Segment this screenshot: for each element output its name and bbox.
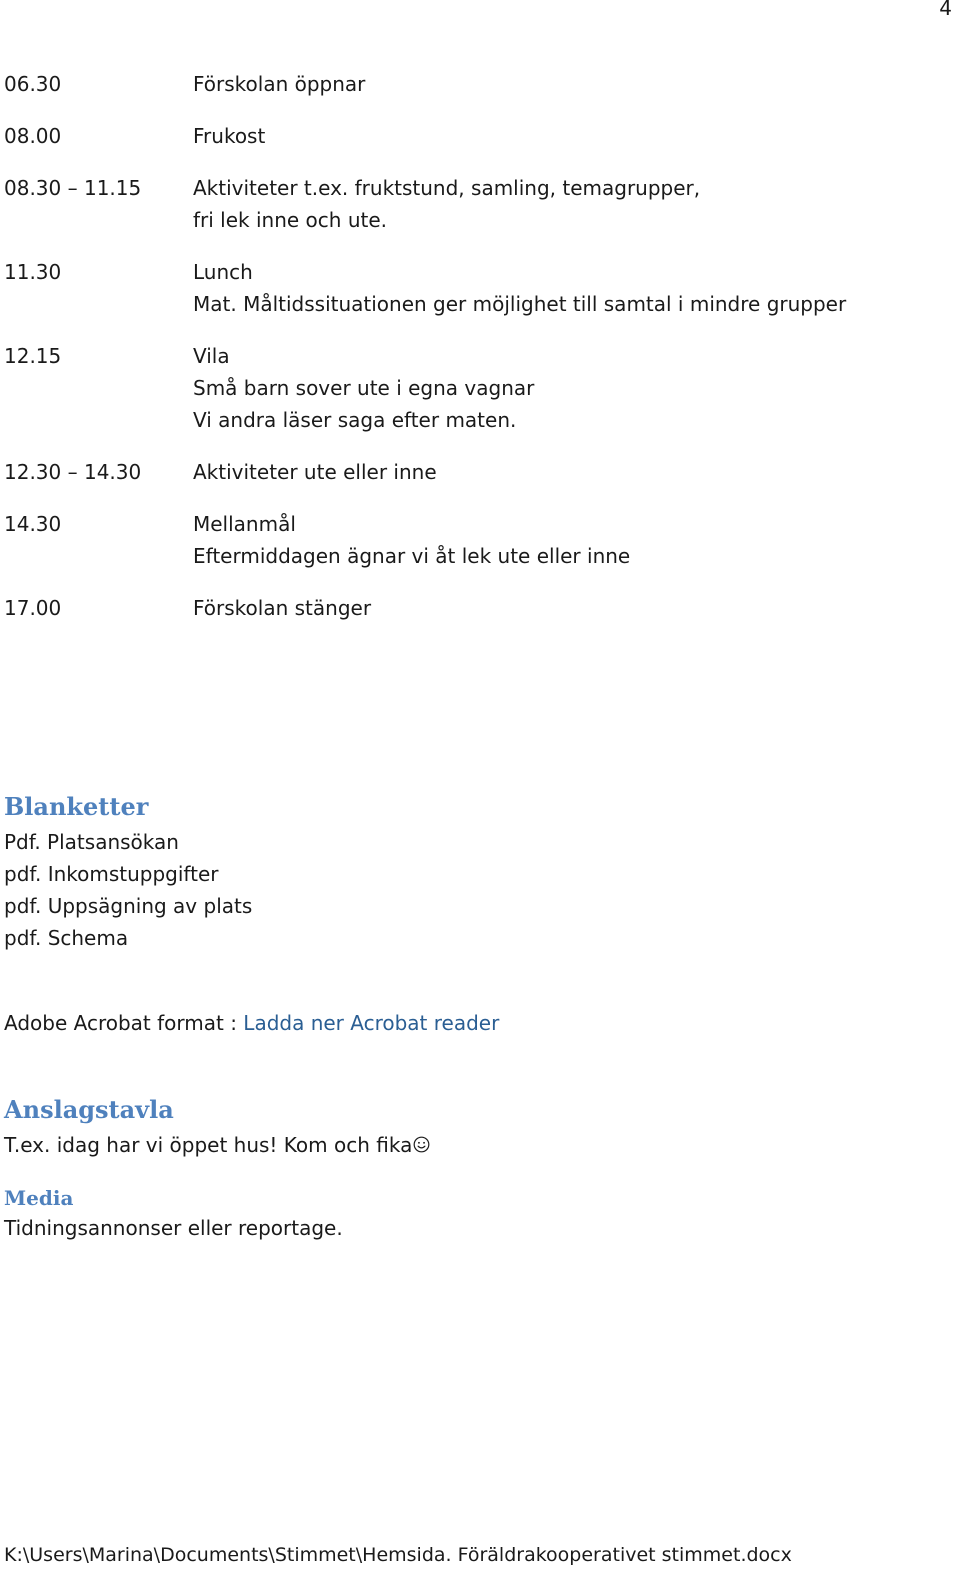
blanketter-list: [4, 826, 252, 954]
schedule-activity-line: Förskolan öppnar: [193, 72, 366, 96]
schedule-activity: [193, 508, 944, 572]
schedule-activity: [193, 456, 944, 488]
schedule-activity: [193, 68, 944, 100]
schedule-row: [4, 592, 944, 624]
schedule-time: 11.30: [4, 260, 62, 284]
schedule-activity-line: Eftermiddagen ägnar vi åt lek ute eller inne: [193, 544, 631, 568]
schedule-activity-line: Aktiviteter t.ex. fruktstund, samling, temagrupper,: [193, 176, 701, 200]
daily-schedule: [4, 68, 944, 624]
smiley-icon: [413, 1136, 430, 1153]
schedule-activity-line: Aktiviteter ute eller inne: [193, 460, 437, 484]
anslagstavla-text: T.ex. idag har vi öppet hus! Kom och fika: [4, 1133, 413, 1157]
blanketter-heading: Blanketter: [4, 792, 149, 821]
schedule-activity: [193, 120, 944, 152]
anslagstavla-text-line: [4, 1129, 430, 1161]
form-link-inkomstuppgifter[interactable]: pdf. Inkomstuppgifter: [4, 862, 219, 886]
acrobat-label: Adobe Acrobat format :: [4, 1011, 244, 1035]
schedule-row: [4, 456, 944, 488]
form-link-uppsagning[interactable]: pdf. Uppsägning av plats: [4, 894, 253, 918]
schedule-row: [4, 256, 944, 320]
schedule-time: 17.00: [4, 596, 62, 620]
schedule-row: [4, 120, 944, 152]
media-heading: Media: [4, 1186, 74, 1210]
page-number: 4: [939, 0, 952, 20]
footer-file-path: K:\Users\Marina\Documents\Stimmet\Hemsida. Föräldrakooperativet stimmet.docx: [4, 1544, 792, 1566]
schedule-time: 08.00: [4, 124, 62, 148]
schedule-activity-line: Vi andra läser saga efter maten.: [193, 408, 517, 432]
schedule-time: 12.30 – 14.30: [4, 460, 142, 484]
schedule-activity: [193, 340, 944, 436]
schedule-time: 06.30: [4, 72, 62, 96]
schedule-activity-line: Förskolan stänger: [193, 596, 372, 620]
acrobat-download-link[interactable]: Ladda ner Acrobat reader: [243, 1011, 500, 1035]
schedule-activity: [193, 256, 944, 320]
schedule-row: [4, 68, 944, 100]
anslagstavla-heading: Anslagstavla: [4, 1095, 174, 1124]
schedule-row: [4, 340, 944, 436]
schedule-activity-line: Mellanmål: [193, 512, 296, 536]
schedule-activity: [193, 172, 944, 236]
acrobat-line: [4, 1007, 499, 1039]
schedule-row: [4, 508, 944, 572]
form-link-platsansokan[interactable]: Pdf. Platsansökan: [4, 830, 179, 854]
form-link-schema[interactable]: pdf. Schema: [4, 926, 129, 950]
schedule-time: 12.15: [4, 344, 62, 368]
media-text: Tidningsannonser eller reportage.: [4, 1216, 343, 1240]
schedule-activity-line: Lunch: [193, 260, 253, 284]
schedule-activity-line: Mat. Måltidssituationen ger möjlighet till samtal i mindre grupper: [193, 292, 847, 316]
schedule-activity-line: fri lek inne och ute.: [193, 208, 387, 232]
schedule-activity: [193, 592, 944, 624]
schedule-activity-line: Små barn sover ute i egna vagnar: [193, 376, 535, 400]
schedule-activity-line: Vila: [193, 344, 230, 368]
schedule-time: 14.30: [4, 512, 62, 536]
schedule-activity-line: Frukost: [193, 124, 266, 148]
schedule-row: [4, 172, 944, 236]
schedule-time: 08.30 – 11.15: [4, 176, 142, 200]
